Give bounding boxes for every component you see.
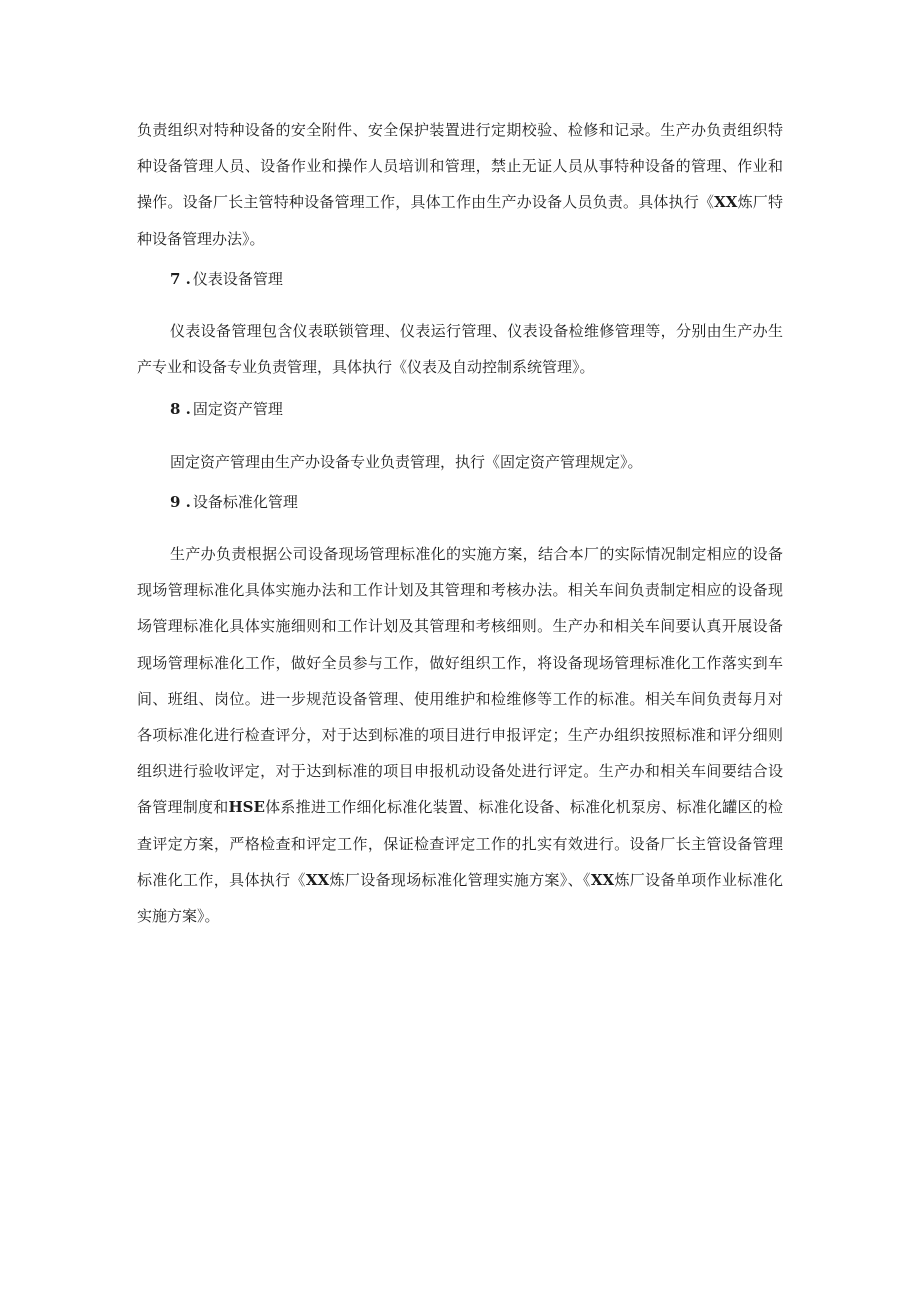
paragraph-line: 现场管理标准化具体实施办法和工作计划及其管理和考核办法。相关车间负责制定相应的设备现 bbox=[137, 581, 783, 600]
intro-paragraph bbox=[137, 112, 783, 257]
paragraph-line: 间、班组、岗位。进一步规范设备管理、使用维护和检维修等工作的标准。相关车间负责每月对 bbox=[137, 689, 783, 708]
section-title: 仪表设备管理 bbox=[192, 270, 283, 288]
section-number: 8 . bbox=[170, 400, 191, 418]
paragraph-line: 仪表设备管理包含仪表联锁管理、仪表运行管理、仪表设备检维修管理等，分别由生产办生 bbox=[170, 322, 783, 340]
paragraph-line: 生产办负责根据公司设备现场管理标准化的实施方案，结合本厂的实际情况制定相应的设备 bbox=[170, 545, 783, 563]
section-heading-7 bbox=[170, 261, 283, 297]
section-title: 固定资产管理 bbox=[192, 400, 283, 418]
paragraph-line: 产专业和设备专业负责管理，具体执行《仪表及自动控制系统管理》。 bbox=[137, 358, 595, 377]
paragraph-line: 组织进行验收评定，对于达到标准的项目申报机动设备处进行评定。生产办和相关车间要结合设 bbox=[137, 762, 783, 781]
paragraph-line: 现场管理标准化工作，做好全员参与工作，做好组织工作，将设备现场管理标准化工作落实到车 bbox=[137, 653, 783, 672]
paragraph-line: 备管理制度和HSE体系推进工作细化标准化装置、标准化设备、标准化机泵房、标准化罐区的检 bbox=[137, 798, 783, 817]
section-7-paragraph bbox=[137, 313, 783, 385]
paragraph-line: 标准化工作，具体执行《XX炼厂设备现场标准化管理实施方案》、《XX炼厂设备单项作业标准化 bbox=[137, 870, 783, 889]
section-title: 设备标准化管理 bbox=[192, 493, 298, 511]
paragraph-line: 场管理标准化具体实施细则和工作计划及其管理和考核细则。生产办和相关车间要认真开展设备 bbox=[137, 617, 783, 636]
paragraph-line: 负责组织对特种设备的安全附件、安全保护装置进行定期校验、检修和记录。生产办负责组织特 bbox=[137, 121, 783, 139]
section-9-paragraph bbox=[137, 536, 783, 934]
paragraph-line: 操作。设备厂长主管特种设备管理工作，具体工作由生产办设备人员负责。具体执行《XX炼厂特 bbox=[137, 193, 783, 212]
paragraph-line: 各项标准化进行检查评分，对于达到标准的项目进行申报评定；生产办组织按照标准和评分细则 bbox=[137, 725, 783, 744]
paragraph-line: 种设备管理人员、设备作业和操作人员培训和管理，禁止无证人员从事特种设备的管理、作业和 bbox=[137, 157, 783, 176]
section-heading-9 bbox=[170, 484, 298, 520]
section-number: 9 . bbox=[170, 493, 191, 511]
paragraph-line: 实施方案》。 bbox=[137, 906, 220, 925]
paragraph-line: 查评定方案，严格检查和评定工作，保证检查评定工作的扎实有效进行。设备厂长主管设备管理 bbox=[137, 834, 783, 853]
paragraph-line: 固定资产管理由生产办设备专业负责管理，执行《固定资产管理规定》。 bbox=[170, 453, 643, 471]
section-8-paragraph bbox=[137, 444, 783, 480]
section-heading-8 bbox=[170, 391, 283, 427]
paragraph-line: 种设备管理办法》。 bbox=[137, 229, 265, 248]
section-number: 7 . bbox=[170, 270, 191, 288]
